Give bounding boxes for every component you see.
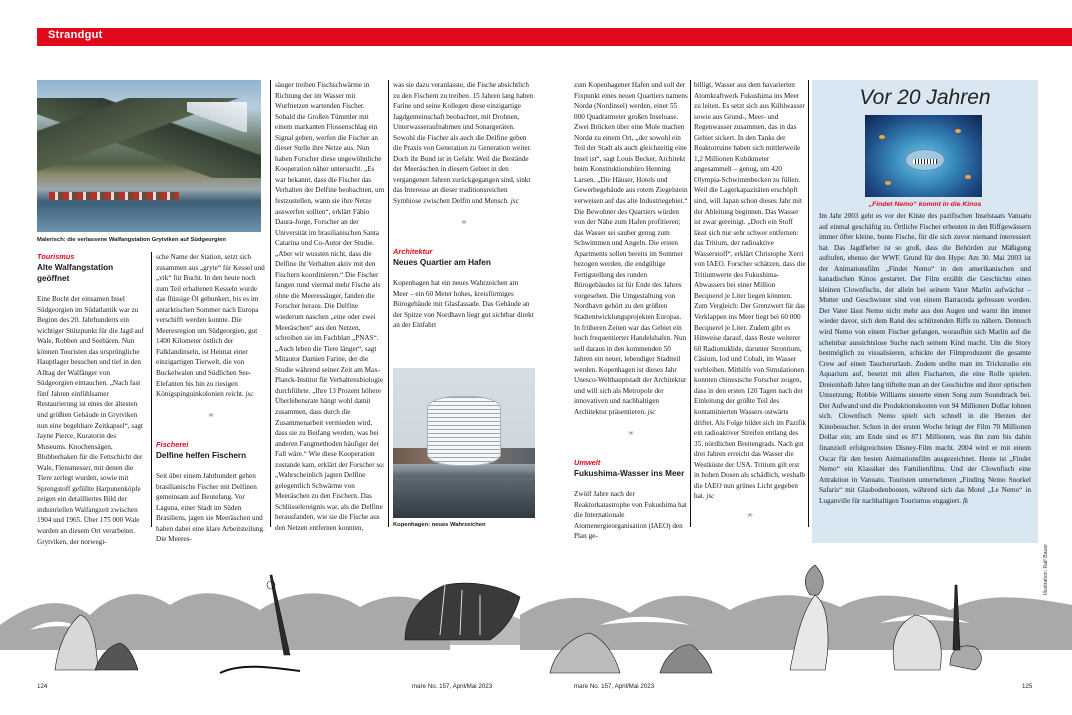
- photo-caption-copenhagen: Kopenhagen: neues Wahrzeichen: [393, 522, 486, 528]
- photo-caption-grytviken: Malerisch: die verlassene Walfangstation Grytviken auf Südgeorgien: [37, 237, 226, 243]
- sidebar-body: [819, 211, 1031, 506]
- article-body: billigt, Wasser aus dem havarierten Atomkraftwerk Fukushima ins Meer zu leiten. Es setzt sich aus Kühlwasser sowie aus Grund-, Meer- und Regenwasser zusammen, das in das Gebiet sickert. In den Tanks der Reaktorruine haben sich mittlerweile 1,2 Millionen Kubikmeter angesammelt – genug, um 420 Olympia-Schwimmbecken zu füllen. Weil die Lagerkapazitäten erschöpft sind, will Japan schon dieses Jahr mit der Ableitung beginnen. Das Wasser ist zwar gereinigt. „Doch ein Stoff lässt sich nur sehr schwer entfernen: das Tritium, der radioaktive Wasserstoff“, erklärt Christophe Xerri von IAEO. Forscher schätzen, dass die Tritiumwerte des Fukushima-Abwassers bei einer Million Becquerel je Liter liegen könnten. Zum Vergleich: Der Grenzwert für das Verklappen ins Meer liegt bei 60 000 Becquerel je Liter. Zudem gibt es Hinweise darauf, dass Reste weiterer 60 Radionuklide, darunter Strontium, Cäsium, Iod und Cobalt, im Wasser verbleiben. Mithilfe von Simulationen konnten chinesische Forscher zeigen, dass in den ersten 120 Tagen nach der Einleitung der größte Teil des kontaminierten Wassers ostwärts driftet. Als Folge bildet sich im Pazifik ein radioaktiver Streifen entlang des 35. nördlichen Breitengrads. Nach gut drei Jahren erreicht das Wasser die Westküste der USA. Tritium gilt erst in hohen Dosen als schädlich, weshalb die IAEO nun grünes Licht gegeben hat.: [694, 81, 806, 501]
- article-category: Fischerei: [156, 440, 189, 450]
- article-category: Tourismus: [37, 252, 75, 261]
- article-body: Zwölf Jahre nach der Reaktorkatastrophe von Fukushima hat die Internationale Atomenergieorganisation (IAEO) den Plan ge-: [574, 490, 687, 541]
- sidebar-title: Vor 20 Jahren: [859, 86, 991, 109]
- article-headline: Alte Walfangstation geöffnet: [37, 263, 114, 283]
- author-signature: jsc: [647, 407, 656, 416]
- author-signature: jsc: [510, 197, 519, 206]
- separator-ornament: ∞: [208, 410, 214, 419]
- article-column-5: [574, 80, 688, 542]
- article-column-1: [37, 252, 147, 547]
- sidebar-subtitle: „Findet Nemo“ kommt in die Kinos: [868, 201, 982, 208]
- article-headline: Delfine helfen Fischern: [156, 451, 247, 461]
- separator-ornament: ∞: [628, 428, 634, 437]
- page-number-left: 124: [37, 683, 48, 690]
- article-category: Architektur: [393, 247, 433, 257]
- issue-footer-right: mare No. 157, April/Mai 2023: [574, 683, 655, 690]
- article-body: Eine Bucht der einsamen Insel Südgeorgien im Südatlantik war zu Beginn des 20. Jahrhunderts ein wichtiger Stützpunkt für die Jagd auf Wale, Robben und Seebären. Nun können Touristen das ursprüngliche Hauptlager besuchen und tief in den Alltag der Walfänger von Südgeorgien eintauchen. „Nach fast fünf Jahren einfühlsamer Restaurierung ist eines der ältesten und größten Gebäude in Grytviken nun eine begehbare Zeitkapsel“, sagt Jayne Pierce, Kuratorin des Museums. Knochensägen, Blubberhaken für die Fettschicht der Wale, Flensmesser, mit denen die Tiere zerlegt wurden, sowie mit Sprengstoff gefüllte Harpunenköpfe zeigen ein detailliertes Bild der industriellen Walfangzeit zwischen 1904 und 1965. Über 175 000 Wale wurden an diesem Ort verarbeitet. Grytviken, der norwegi-: [37, 295, 144, 546]
- end-ornament: ∞: [747, 510, 753, 519]
- section-title: Strandgut: [48, 29, 103, 41]
- article-headline: Neues Quartier am Hafen: [393, 258, 491, 268]
- sidebar-text: Im Jahr 2003 geht es vor der Küste des pazifischen Inselstaats Vanuatu auf einmal geschäftig zu. Örtliche Fischer erbeuten in den Riffgewässern immer öfter kleine, bunte Fische, für die sich zuvor niemand interessiert hat. Das Jagdfieber ist so groß, dass die Behörden zur Mäßigung aufrufen, ebenso der WWF. Grund für den Hype: Am 30. Mai 2003 ist der Animationsfilm „Findet Nemo“ in den amerikanischen und kanadischen Kinos gestartet. Der Film erzählt die Geschichte eines kleinen Clownfischs, der allein bei seinem Vater Marlin aufwächst – Mutter und Geschwister sind von einem Barracuda gefressen worden. Der Vater lässt Nemo nicht mehr aus den Augen und warnt ihn immer wieder davor, sich dem Rand des schützenden Riffs zu nähern. Dennoch wird Nemo von einem Fischer gefangen, woraufhin sich Marlin auf die scheinbar aussichtslose Suche nach seinem Kind macht. Um die Story bestmöglich zu visualisieren, schickte der Filmproduzent die gesamte Crew auf einen Taucherurlaub. Zudem stellte man im Trickstudio ein Aquarium auf, besetzt mit allen Fischarten, die eine Rolle spielen. Dreieinhalb Jahre lang tüftelte man an der Geschichte und ihrer optischen Umsetzung; Robbie Williams steuerte einen Song zum Soundtrack bei. Der Aufwand und die Produktionskosten von 94 Millionen Dollar lohnen sich. Clownfisch Nemo spielt sich schnell in die Herzen der Kinobesucher. Schon in der ersten Woche bringt der Film 70 Millionen Dollar ein; am Ende sind es 871 Millionen, was ihn zum bis dahin finanziell erfolgreichsten Disney-Film macht. 2004 wird er mit einem Oscar für den besten Animationsfilm ausgezeichnet. Heute ist „Findet Nemo“ ein Klassiker des Familienfilms. Und der Clownfisch eine Attraktion in Vanuatu. Touristen unternehmen „Finding Nemo Snorkel Safaris“ mit Glasbodenbooten, während sich das Motel „Le Nemo“ in Luganville für nachhaltigen Tourismus engagiert.: [819, 212, 1031, 505]
- column-rule: [808, 80, 809, 527]
- separator-ornament: ∞: [461, 217, 467, 226]
- grytviken-photo: [37, 80, 261, 232]
- section-header-bar: [37, 28, 1072, 46]
- article-headline: Fukushima-Wasser ins Meer: [574, 469, 685, 479]
- column-rule: [270, 80, 271, 527]
- article-column-2: [156, 252, 266, 545]
- copenhagen-building-photo: [393, 368, 535, 518]
- finding-nemo-poster: [865, 115, 982, 197]
- author-signature: jsc: [706, 492, 715, 501]
- article-category: Umwelt: [574, 458, 601, 468]
- author-signature: jsc: [245, 390, 254, 399]
- article-column-4: [393, 80, 535, 331]
- article-body: säuger treiben Fischschwärme in Richtung der im Wasser mit Wurfnetzen wartenden Fischer. Sobald die Großen Tümmler mit einem markanten Flossenschlag ein Signal geben, werfen die Fischer an dieser Stelle ihre Netze aus. Nun haben Forscher diese ungewöhnliche Kooperation näher untersucht. „Es war bekannt, dass die Fischer das Verhalten der Delfine beobachten, um festzustellen, wann sie ihre Netze auswerfen sollten“, erklärt Fábio Daura-Jorge, Forscher an der Universität im brasilianischen Santa Catarina und Co-Autor der Studie. „Aber wir wussten nicht, dass die Delfine ihr Verhalten aktiv mit den Fischern koordinieren.“ Die Fischer fangen rund viermal mehr Fische als ohne die Meeressäuger, fanden die Forscher heraus. Die Delfine wiederum naschen „eine oder zwei Meeräschen“ aus den Netzen, schreiben sie im Fachblatt „PNAS“. „Auch leben die Tiere länger“, sagt Mitautor Damien Farine, der die Studie während seiner Zeit am Max-Planck-Institut für Verhaltensbiologie durchführte. „Ihre 13 Prozent höhere Überlebensrate hängt wohl damit zusammen, dass durch die Zusammenarbeit vermieden wird, dass sie zu Beifang werden, was bei anderen Fangmethoden häufiger der Fall wäre.“ Wie diese Kooperation zustande kam, erklärt der Forscher so: „Wahrscheinlich jagten Delfine gelegentlich Schwärme von Meeräschen zu den Fischern. Das Schlüsselereignis war, als die Delfine herausfanden, wie sie die Fische aus den Netzen entfernen konnten,: [275, 81, 385, 532]
- article-column-3: [275, 80, 385, 534]
- illustration-credit: Illustration: Ralf Bauer: [1043, 543, 1049, 595]
- article-body: sche Name der Station, setzt sich zusammen aus „gryte“ für Kessel und „vik“ für Bucht. In den heute noch zum Teil erhaltenen Kesseln wurde das flüssige Öl gebunkert, bis es im antarktischen Sommer nach Europa verschifft werden konnte. Die Meeresregion um Südgeorgien, gut 1400 Kilometer östlich der Falklandinseln, ist Heimat einer einzigartigen Tierwelt, die von Buckelwalen und Südlichen See-Elefanten bis hin zu riesigen Königspinguinkolonien reicht.: [156, 253, 265, 399]
- article-body: zum Kopenhagener Hafen und soll der Fixpunkt eines neuen Quartiers namens Nordø (Nordinsel) werden, einer 55 000 Quadratmeter großen Inseloase. Zwei Brücken über eine Mole machen Nordø zu einem Ort, „der sowohl ein Teil der Stadt als auch gleichzeitig eine Insel ist“, sagt Louis Becker, Architekt beim Konstruktionsbüro Henning Larsen. „Die Häuser, Hotels und Gewerbegebäude aus rotem Ziegelstein verweisen auf das alte Industriegebiet.“ Die Bewohner des Quartiers würden von der Nähe zum Hafen profitieren; das Wasser sei sauber genug zum Schwimmen und Angeln. Die ersten Apartments sollen bereits im Sommer bezogen werden, die endgültige Fertigstellung des runden Bürogebäudes ist für Ende des Jahres vorgesehen. Die Umgestaltung von Nordhavn gehört zu den größten Stadtentwicklungsprojekten Europas. In früheren Zeiten war das Gebiet ein hoch frequentierter Handelshafen. Nun soll daraus in den kommenden 50 Jahren ein neuer, lebendiger Stadtteil werden. Kopenhagen ist dieses Jahr Unesco-Welthauptstadt der Architektur und will sich als Metropole der innovativen und nachhaltigen Architektur präsentieren.: [574, 81, 688, 416]
- column-rule: [151, 252, 152, 527]
- article-body: Seit über einem Jahrhundert gehen brasilianische Fischer mit Delfinen gemeinsam auf Beutefang. Vor Laguna, einer Stadt im Süden Brasiliens, jagen sie Meeräschen und haben dabei eine klare Arbeitsteilung. Die Meeres-: [156, 472, 265, 544]
- article-body: Kopenhagen hat ein neues Wahrzeichen am Meer – ein 60 Meter hohes, kreisförmiges Bürogebäude mit Glasfassade. Das Gebäude an der Spitze von Nordhavn liegt gut sichtbar direkt an der Einfahrt: [393, 279, 534, 330]
- article-body: was sie dazu veranlasste, die Fische absichtlich zu den Fischern zu treiben. 15 Jahren lang haben Farine und seine Kollegen diese einzigartige Jagdgemeinschaft beobachtet, mit Drohnen, Unterwasseraufnahmen und Sonargeräten. Sowohl die Fischer als auch die Delfine geben die Praxis von Generation zu Generation weiter. Doch ihr Bund ist in Gefahr. Weil die Bestände der Meeräschen in diesem Gebiet in den vergangenen Jahren zurückgegangen sind, sinkt das Interesse an dieser traditionsreichen Symbiose zwischen Delfin und Mensch.: [393, 81, 534, 206]
- issue-footer-left: mare No. 157, April/Mai 2023: [412, 683, 493, 690]
- column-rule: [388, 80, 389, 527]
- seabed-illustration: [0, 555, 1072, 680]
- article-column-6: [694, 80, 806, 520]
- author-signature: fk: [962, 496, 969, 505]
- column-rule: [690, 80, 691, 527]
- page-number-right: 125: [1022, 683, 1033, 690]
- sidebar-box: [812, 80, 1038, 543]
